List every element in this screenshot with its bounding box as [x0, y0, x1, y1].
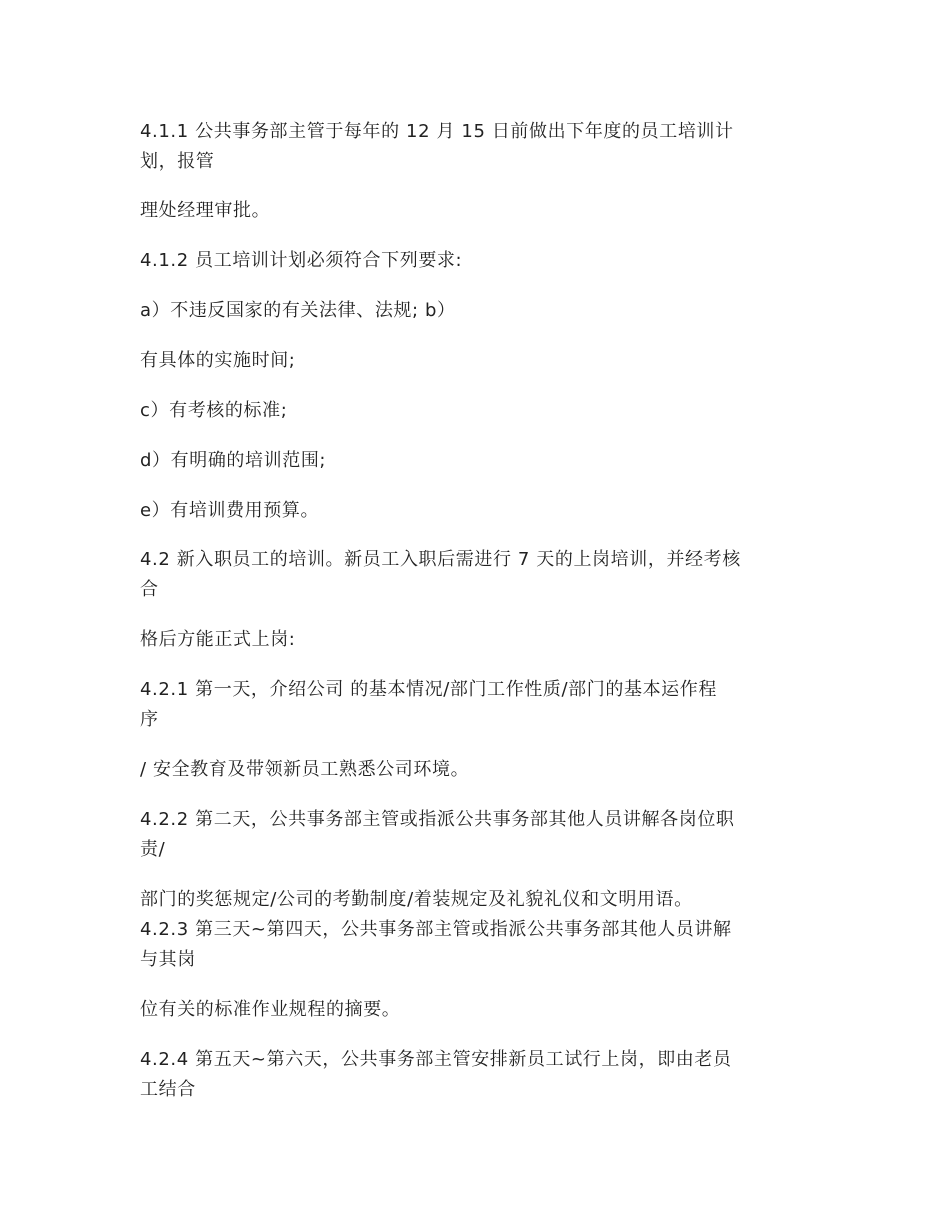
text-line-4-2-3: 4.2.3 第三天~第四天，公共事务部主管或指派公共事务部其他人员讲解 — [140, 919, 732, 940]
text-line-4-1-2: 4.1.2 员工培训计划必须符合下列要求: — [140, 250, 463, 271]
text-line-4-2: 4.2 新入职员工的培训。新员工入职后需进行 7 天的上岗培训，并经考核 — [140, 549, 741, 570]
text-line-item-e: e）有培训费用预算。 — [140, 500, 320, 521]
text-line-4-2-qualify: 格后方能正式上岗: — [140, 629, 296, 650]
text-line-item-a: a）不违反国家的有关法律、法规; b） — [140, 300, 456, 321]
text-line-4-2-cont: 合 — [140, 579, 159, 600]
text-line-4-2-4-cont: 工结合 — [140, 1079, 196, 1100]
text-line-4-2-1-safety: / 安全教育及带领新员工熟悉公司环境。 — [140, 759, 470, 780]
text-line-item-b: 有具体的实施时间; — [140, 350, 296, 371]
text-line-4-2-1: 4.2.1 第一天，介绍公司 的基本情况/部门工作性质/部门的基本运作程 — [140, 679, 717, 700]
text-line-4-1-1: 4.1.1 公共事务部主管于每年的 12 月 15 日前做出下年度的员工培训计 — [140, 121, 734, 142]
text-line-item-d: d）有明确的培训范围; — [140, 450, 327, 471]
text-line-4-2-2-rules: 部门的奖惩规定/公司的考勤制度/着装规定及礼貌礼仪和文明用语。 — [140, 889, 693, 910]
text-line-4-2-1-cont: 序 — [140, 709, 159, 730]
text-line-item-c: c）有考核的标准; — [140, 400, 288, 421]
text-line-4-2-4: 4.2.4 第五天~第六天，公共事务部主管安排新员工试行上岗，即由老员 — [140, 1049, 732, 1070]
text-line-4-2-2: 4.2.2 第二天，公共事务部主管或指派公共事务部其他人员讲解各岗位职 — [140, 809, 735, 830]
text-line-4-2-2-cont: 责/ — [140, 839, 166, 860]
text-line-4-2-3-summary: 位有关的标准作业规程的摘要。 — [140, 999, 401, 1020]
text-line-4-1-1-cont: 划，报管 — [140, 151, 215, 172]
text-line-approval: 理处经理审批。 — [140, 200, 271, 221]
text-line-4-2-3-cont: 与其岗 — [140, 949, 196, 970]
